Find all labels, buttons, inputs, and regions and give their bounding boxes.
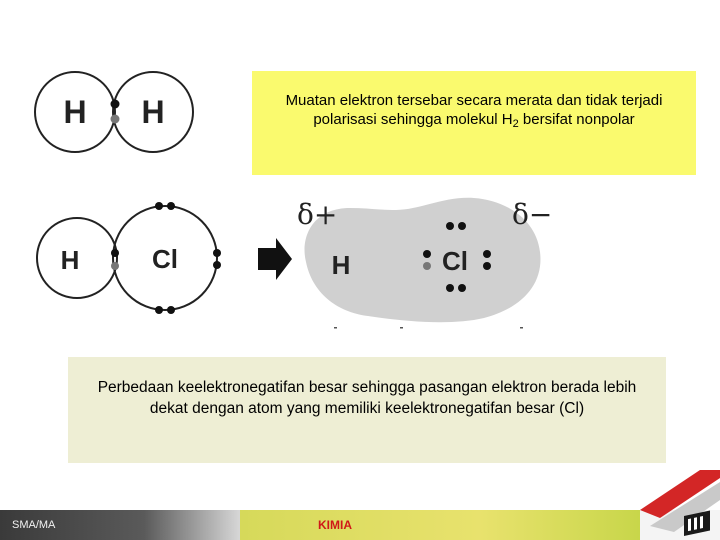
footer-level-label: SMA/MA xyxy=(12,519,56,531)
electron xyxy=(423,250,431,258)
electron xyxy=(111,249,119,257)
electron xyxy=(423,262,431,270)
tick-mark xyxy=(520,327,523,329)
electron xyxy=(483,262,491,270)
polar-note-text: Perbedaan keelektronegatifan besar sehingga pasangan elektron berada lebih dekat dengan atom yang memiliki keelektronegatifan besar (Cl) xyxy=(97,379,637,417)
electron xyxy=(167,306,175,314)
footer xyxy=(0,510,720,540)
polar-atom-cl: Cl xyxy=(442,246,468,276)
h2-atom-right: H xyxy=(141,94,165,130)
electron xyxy=(111,262,119,270)
hcl-atom-h: H xyxy=(60,245,80,275)
tick-mark xyxy=(400,327,403,329)
nonpolar-note xyxy=(252,71,696,175)
electron xyxy=(483,250,491,258)
delta-minus-label: δ− xyxy=(512,198,553,231)
h2-atom-left: H xyxy=(63,94,87,130)
electron xyxy=(458,284,466,292)
electron xyxy=(213,261,221,269)
nonpolar-note-end: bersifat nonpolar xyxy=(518,111,635,128)
electron xyxy=(167,202,175,210)
electron xyxy=(446,284,454,292)
electron xyxy=(155,202,163,210)
delta-plus-label: δ+ xyxy=(297,198,338,231)
footer-left-band xyxy=(0,510,240,540)
polar-hcl xyxy=(297,198,552,329)
shared-electron xyxy=(111,100,120,109)
electron xyxy=(446,222,454,230)
footer-subject-band xyxy=(240,510,640,540)
nonpolar-note-text: Muatan elektron tersebar secara merata dan tidak terjadi polarisasi sehingga molekul H xyxy=(285,92,663,128)
electron xyxy=(155,306,163,314)
shared-electron xyxy=(111,115,120,124)
electron xyxy=(458,222,466,230)
h2-molecule xyxy=(35,72,193,152)
polar-note xyxy=(68,357,666,463)
subscript-2: 2 xyxy=(512,118,519,130)
footer-logo-decoration xyxy=(640,470,720,540)
electron xyxy=(213,249,221,257)
hcl-molecule xyxy=(37,202,221,314)
hcl-atom-cl: Cl xyxy=(152,244,178,274)
arrow-icon xyxy=(258,238,292,280)
polar-atom-h: H xyxy=(331,250,351,280)
footer-subject-label: KIMIA xyxy=(318,518,352,532)
tick-mark xyxy=(334,327,337,329)
